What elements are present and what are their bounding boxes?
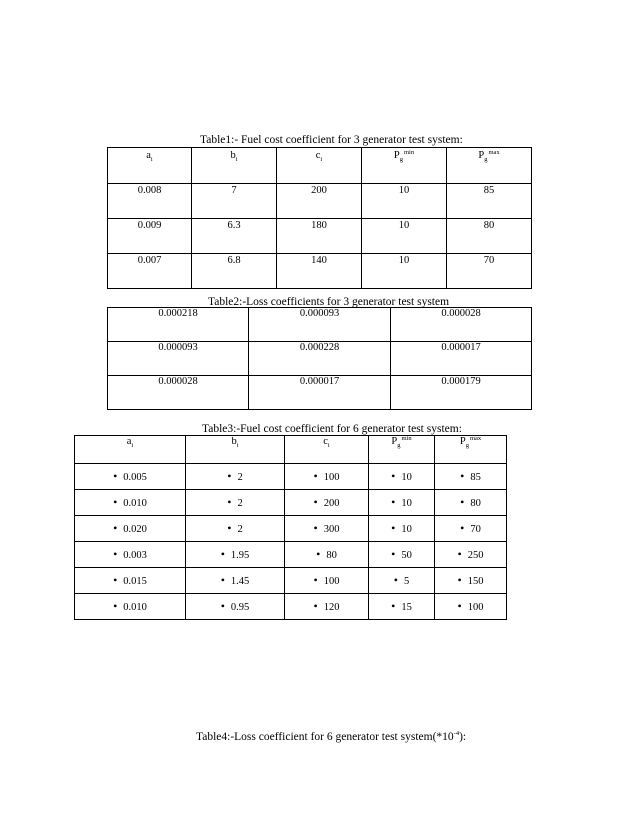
table2 xyxy=(107,307,532,410)
table1-cell: 10 xyxy=(362,219,447,254)
table3-cell: • 0.005 xyxy=(75,464,186,490)
table3-cell: • 80 xyxy=(285,542,369,568)
table-row xyxy=(108,308,532,342)
table3-cell: • 0.010 xyxy=(75,490,186,516)
table2-cell: 0.000028 xyxy=(108,376,249,410)
table4-caption-text: Table4:-Loss coefficient for 6 generator test system(*10 xyxy=(196,730,454,743)
table-row xyxy=(108,342,532,376)
table3-cell: • 85 xyxy=(435,464,507,490)
table3-header-cell: $c_i$ xyxy=(285,436,369,464)
table1-header-cell: $P_g^{max}$ xyxy=(447,148,532,184)
table1-cell: 80 xyxy=(447,219,532,254)
table3 xyxy=(74,435,507,620)
table2-cell: 0.000218 xyxy=(108,308,249,342)
table1-cell: 70 xyxy=(447,254,532,289)
table3-header-row xyxy=(75,436,507,464)
table1-cell: 0.008 xyxy=(108,184,192,219)
table1-cell: 6.8 xyxy=(192,254,277,289)
table3-cell: • 120 xyxy=(285,594,369,620)
table1-header-cell: $a_i$ xyxy=(108,148,192,184)
table3-cell: • 0.95 xyxy=(186,594,285,620)
table3-cell: • 0.010 xyxy=(75,594,186,620)
table3-cell: • 0.020 xyxy=(75,516,186,542)
table3-cell: • 1.45 xyxy=(186,568,285,594)
table1-caption: Table1:- Fuel cost coefficient for 3 generator test system: xyxy=(200,134,463,146)
table-row xyxy=(75,490,507,516)
table1-header-row xyxy=(108,148,532,184)
table-row xyxy=(75,594,507,620)
table-row xyxy=(75,464,507,490)
table3-header-cell: $a_i$ xyxy=(75,436,186,464)
table3-header-cell: $P_g^{min}$ xyxy=(369,436,435,464)
table3-cell: • 100 xyxy=(285,464,369,490)
table-row xyxy=(75,568,507,594)
table1-header-cell: $P_g^{min}$ xyxy=(362,148,447,184)
table4-caption-suffix: ): xyxy=(459,730,467,743)
table-row xyxy=(108,184,532,219)
table1-cell: 85 xyxy=(447,184,532,219)
table3-cell: • 0.015 xyxy=(75,568,186,594)
table1-cell: 200 xyxy=(277,184,362,219)
table2-cell: 0.000228 xyxy=(249,342,391,376)
table3-cell: • 10 xyxy=(369,464,435,490)
table3-cell: • 0.003 xyxy=(75,542,186,568)
table4-caption-exponent: -4 xyxy=(453,730,460,737)
table3-cell: • 100 xyxy=(285,568,369,594)
table3-cell: • 2 xyxy=(186,490,285,516)
table3-header-cell: $b_i$ xyxy=(186,436,285,464)
table3-cell: • 1.95 xyxy=(186,542,285,568)
table1-cell: 0.007 xyxy=(108,254,192,289)
table1 xyxy=(107,147,532,289)
table1-cell: 10 xyxy=(362,254,447,289)
table3-cell: • 150 xyxy=(435,568,507,594)
table2-cell: 0.000093 xyxy=(249,308,391,342)
table3-cell: • 300 xyxy=(285,516,369,542)
table3-cell: • 15 xyxy=(369,594,435,620)
table-row xyxy=(108,219,532,254)
table2-cell: 0.000179 xyxy=(391,376,532,410)
table1-header-cell: $b_i$ xyxy=(192,148,277,184)
table3-cell: • 200 xyxy=(285,490,369,516)
table2-cell: 0.000017 xyxy=(249,376,391,410)
table-row xyxy=(108,376,532,410)
table1-cell: 7 xyxy=(192,184,277,219)
table3-cell: • 10 xyxy=(369,490,435,516)
table3-cell: • 100 xyxy=(435,594,507,620)
table1-header-cell: $c_i$ xyxy=(277,148,362,184)
table3-cell: • 10 xyxy=(369,516,435,542)
table-row xyxy=(75,542,507,568)
table3-cell: • 2 xyxy=(186,516,285,542)
table3-cell: • 250 xyxy=(435,542,507,568)
table2-cell: 0.000028 xyxy=(391,308,532,342)
table3-cell: • 5 xyxy=(369,568,435,594)
table2-cell: 0.000017 xyxy=(391,342,532,376)
table1-cell: 180 xyxy=(277,219,362,254)
table1-cell: 140 xyxy=(277,254,362,289)
table1-cell: 6.3 xyxy=(192,219,277,254)
table3-caption: Table3:-Fuel cost coefficient for 6 generator test system: xyxy=(202,423,462,435)
table3-header-cell: $P_g^{max}$ xyxy=(435,436,507,464)
table3-cell: • 80 xyxy=(435,490,507,516)
table-row xyxy=(75,516,507,542)
table3-cell: • 2 xyxy=(186,464,285,490)
table2-caption: Table2:-Loss coefficients for 3 generator test system xyxy=(208,296,450,308)
table3-cell: • 50 xyxy=(369,542,435,568)
table1-cell: 0.009 xyxy=(108,219,192,254)
table3-cell: • 70 xyxy=(435,516,507,542)
table-row xyxy=(108,254,532,289)
table1-cell: 10 xyxy=(362,184,447,219)
table4-caption xyxy=(196,730,466,743)
table2-cell: 0.000093 xyxy=(108,342,249,376)
